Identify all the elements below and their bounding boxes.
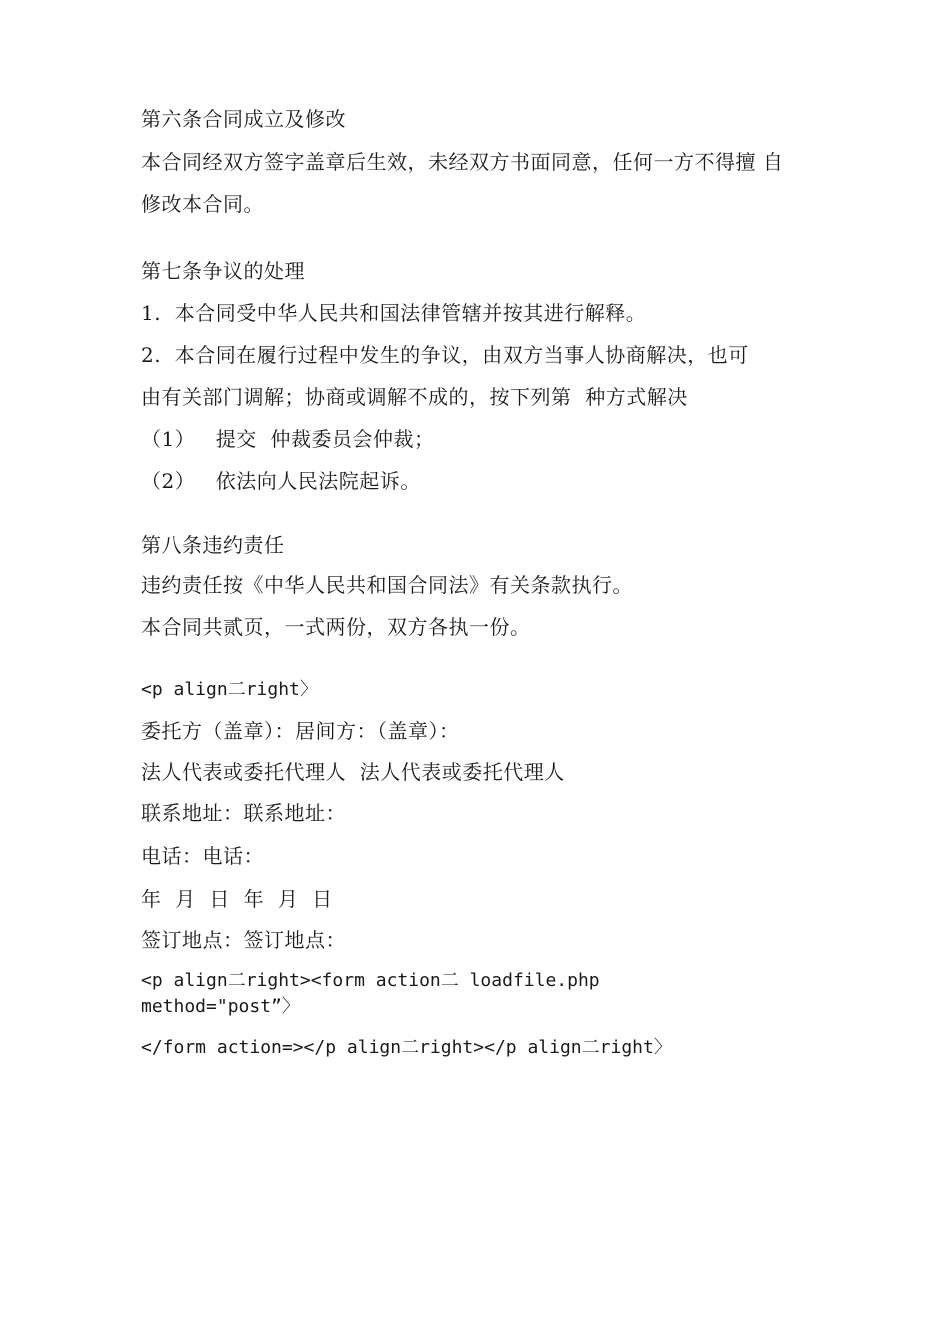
article-8-paragraph-2: 本合同共贰页，一式两份，双方各执一份。 <box>141 615 531 639</box>
article-7-item-1: 1. 本合同受中华人民共和国法律管辖并按其进行解释。 <box>141 301 647 325</box>
signature-parties: 委托方（盖章）：居间方：（盖章）： <box>141 719 460 743</box>
article-7-item-2-continued: 由有关部门调解；协商或调解不成的，按下列第 种方式解决 <box>141 385 688 409</box>
signature-representatives: 法人代表或委托代理人 法人代表或委托代理人 <box>141 760 565 784</box>
signature-place: 签订地点：签订地点： <box>141 928 346 952</box>
raw-form-tag-line-2: method="post”〉 <box>141 996 300 1017</box>
article-8-paragraph-1: 违约责任按《中华人民共和国合同法》有关条款执行。 <box>141 573 633 597</box>
raw-tag-p-align: <p align二right〉 <box>141 679 318 700</box>
article-7-item-2: 2. 本合同在履行过程中发生的争议，由双方当事人协商解决，也可 <box>141 343 749 367</box>
raw-closing-tags: </form action=></p align二right></p align二right〉 <box>141 1037 672 1058</box>
article-6-paragraph-line-1: 本合同经双方签字盖章后生效，未经双方书面同意，任何一方不得擅 自 <box>141 150 784 174</box>
raw-form-tag-line-1: <p align二right><form action二 loadfile.php <box>141 970 600 991</box>
article-6-heading: 第六条合同成立及修改 <box>141 107 346 131</box>
article-7-heading: 第七条争议的处理 <box>141 259 305 283</box>
article-7-option-2: （2） 依法向人民法院起诉。 <box>141 469 421 493</box>
article-6-paragraph-line-2: 修改本合同。 <box>141 192 264 216</box>
signature-date: 年 月 日 年 月 日 <box>141 887 333 911</box>
article-8-heading: 第八条违约责任 <box>141 533 285 557</box>
article-7-option-1: （1） 提交 仲裁委员会仲裁； <box>141 427 435 451</box>
signature-address: 联系地址：联系地址： <box>141 801 346 825</box>
signature-phone: 电话：电话： <box>141 844 264 868</box>
